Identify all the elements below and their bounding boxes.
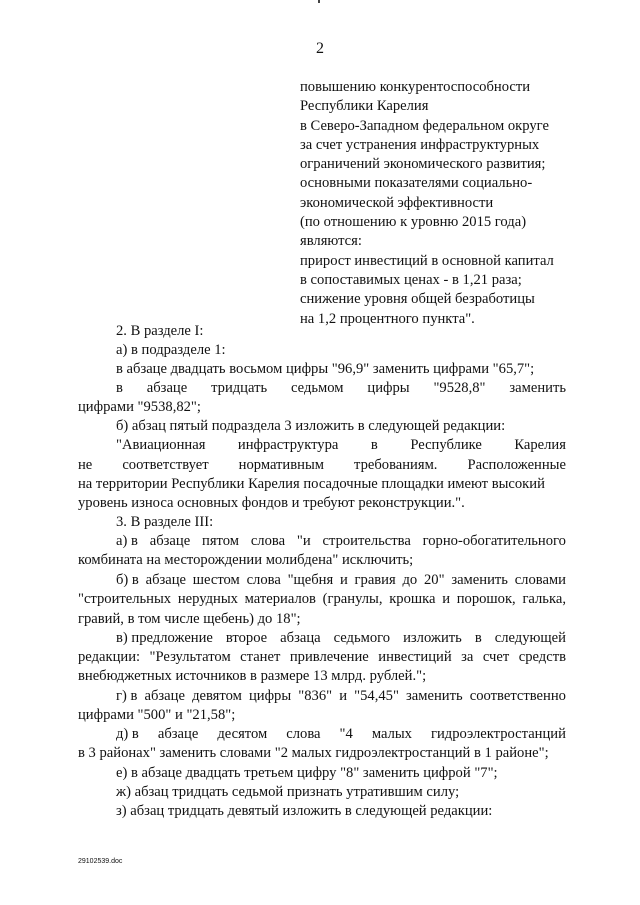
word: в (370, 437, 378, 453)
body-line: в 3 районах" заменить словами "2 малых гидроэлектростанций в 1 районе"; (78, 745, 549, 761)
body-line-justified (116, 687, 566, 706)
word: седьмом (291, 380, 344, 396)
word: (гранулы, (322, 591, 383, 607)
word: седьмого (333, 630, 391, 646)
quoted-line: в Северо-Западном федеральном округе (300, 117, 549, 134)
word: словами (514, 572, 566, 588)
word: нерудных (177, 591, 238, 607)
word: нормативным (238, 457, 324, 473)
word: в) предложение (116, 630, 213, 646)
word: "строительных (78, 591, 172, 607)
word: слова (286, 726, 321, 742)
word: заменить (509, 380, 566, 396)
body-line-justified (116, 436, 566, 455)
file-name-footer: 29102539.doc (78, 858, 123, 865)
body-line: ж) абзац тридцать седьмой признать утратившим силу; (116, 784, 460, 800)
body-line-justified (116, 532, 566, 551)
word: "Результатом (149, 649, 231, 665)
body-line-justified (78, 456, 566, 475)
quoted-line: основными показателями социально- (300, 175, 533, 192)
word: д) в (116, 726, 139, 742)
word: требованиям. (354, 457, 438, 473)
page-number: 2 (316, 40, 324, 57)
section-heading: 3. В разделе III: (116, 514, 214, 530)
word: средств (518, 649, 566, 665)
body-line: уровень износа основных фондов и требуют реконструкции.". (78, 495, 465, 511)
subsection-line: а) в подразделе 1: (116, 342, 226, 358)
word: до (402, 572, 418, 588)
body-line: цифрами "500" и "21,58"; (78, 707, 236, 723)
word: гравия (354, 572, 396, 588)
word: "836" (298, 688, 333, 704)
body-line: в абзаце двадцать восьмом цифры "96,9" заменить цифрами "65,7"; (116, 361, 535, 377)
word: счет (482, 649, 510, 665)
word: тридцать (211, 380, 268, 396)
word: горно-обогатительного (422, 533, 566, 549)
word: Республике (410, 437, 482, 453)
word: не (78, 457, 93, 473)
word: заменить (406, 688, 463, 704)
section-heading: 2. В разделе I: (116, 323, 204, 339)
body-line: на территории Республики Карелия посадочные площадки имеют высокий (78, 476, 545, 492)
body-line: внебюджетных источников в размере 13 млрд. рублей."; (78, 668, 427, 684)
quoted-line: Республики Карелия (300, 98, 429, 115)
word: строительства (322, 533, 411, 549)
quoted-line: ограничений экономического развития; (300, 156, 546, 173)
word: в (474, 630, 482, 646)
body-line: е) в абзаце двадцать третьем цифру "8" заменить цифрой "7"; (116, 765, 498, 781)
word: второе (225, 630, 268, 646)
word: Расположенные (467, 457, 566, 473)
word: материалов (244, 591, 316, 607)
word: инвестиций (378, 649, 452, 665)
quoted-line: в сопоставимых ценах - в 1,21 раза; (300, 271, 522, 288)
word: и (339, 572, 348, 588)
body-line: з) абзац тридцать девятый изложить в следующей редакции: (116, 803, 493, 819)
word: абзаце (145, 572, 187, 588)
word: и (339, 688, 348, 704)
word: десятом (217, 726, 268, 742)
word: б) в (116, 572, 139, 588)
body-line-justified (116, 571, 566, 590)
body-line-justified (116, 629, 566, 648)
body-line: б) абзац пятый подраздела 3 изложить в следующей редакции: (116, 418, 506, 434)
word: абзаце (146, 380, 188, 396)
scan-mark (318, 0, 320, 3)
quoted-line: прирост инвестиций в основной капитал (300, 252, 554, 269)
word: абзаца (280, 630, 321, 646)
quoted-line: (по отношению к уровню 2015 года) (300, 214, 527, 231)
word: г) в (116, 688, 138, 704)
word: цифры (248, 688, 292, 704)
quoted-line: снижение уровня общей безработицы (300, 291, 535, 308)
word: цифры (367, 380, 410, 396)
word: и (442, 591, 451, 607)
word: порошок, (456, 591, 516, 607)
word: шестом (192, 572, 240, 588)
word: Карелия (514, 437, 566, 453)
word: "4 (339, 726, 353, 742)
word: пятом (202, 533, 239, 549)
word: гидроэлектростанций (431, 726, 566, 742)
word: заменить (451, 572, 508, 588)
word: соответственно (469, 688, 566, 704)
word: "9528,8" (433, 380, 486, 396)
word: "54,45" (354, 688, 399, 704)
body-line: цифрами "9538,82"; (78, 399, 201, 415)
word: "и (296, 533, 311, 549)
word: "щебня (287, 572, 334, 588)
quoted-line: являются: (300, 233, 362, 250)
word: за (461, 649, 474, 665)
word: следующей (494, 630, 566, 646)
word: 20" (423, 572, 445, 588)
word: станет (240, 649, 281, 665)
word: изложить (403, 630, 462, 646)
word: в (116, 380, 123, 396)
word: крошка (389, 591, 436, 607)
word: галька, (522, 591, 566, 607)
body-line-justified (78, 590, 566, 609)
word: инфраструктура (237, 437, 339, 453)
word: слова (246, 572, 281, 588)
quoted-line: за счет устранения инфраструктурных (300, 136, 540, 153)
word: а) в (116, 533, 138, 549)
quoted-line: экономической эффективности (300, 194, 494, 211)
word: редакции: (78, 649, 141, 665)
word: абзаце (149, 533, 191, 549)
word: привлечение (289, 649, 369, 665)
body-line: гравий, в том числе щебень) до 18"; (78, 611, 301, 627)
word: абзаце (157, 726, 199, 742)
quoted-line: повышению конкурентоспособности (300, 79, 531, 95)
word: "Авиационная (116, 437, 206, 453)
body-line-justified (116, 725, 566, 744)
word: малых (371, 726, 412, 742)
body-line-justified (78, 648, 566, 667)
quoted-block (300, 78, 554, 329)
word: слова (250, 533, 286, 549)
body-line: комбината на месторождении молибдена" исключить; (78, 552, 414, 568)
word: девятом (192, 688, 242, 704)
word: абзаце (144, 688, 185, 704)
quoted-line: на 1,2 процентного пункта". (300, 310, 475, 327)
body-line-justified (116, 379, 566, 398)
word: соответствует (122, 457, 209, 473)
